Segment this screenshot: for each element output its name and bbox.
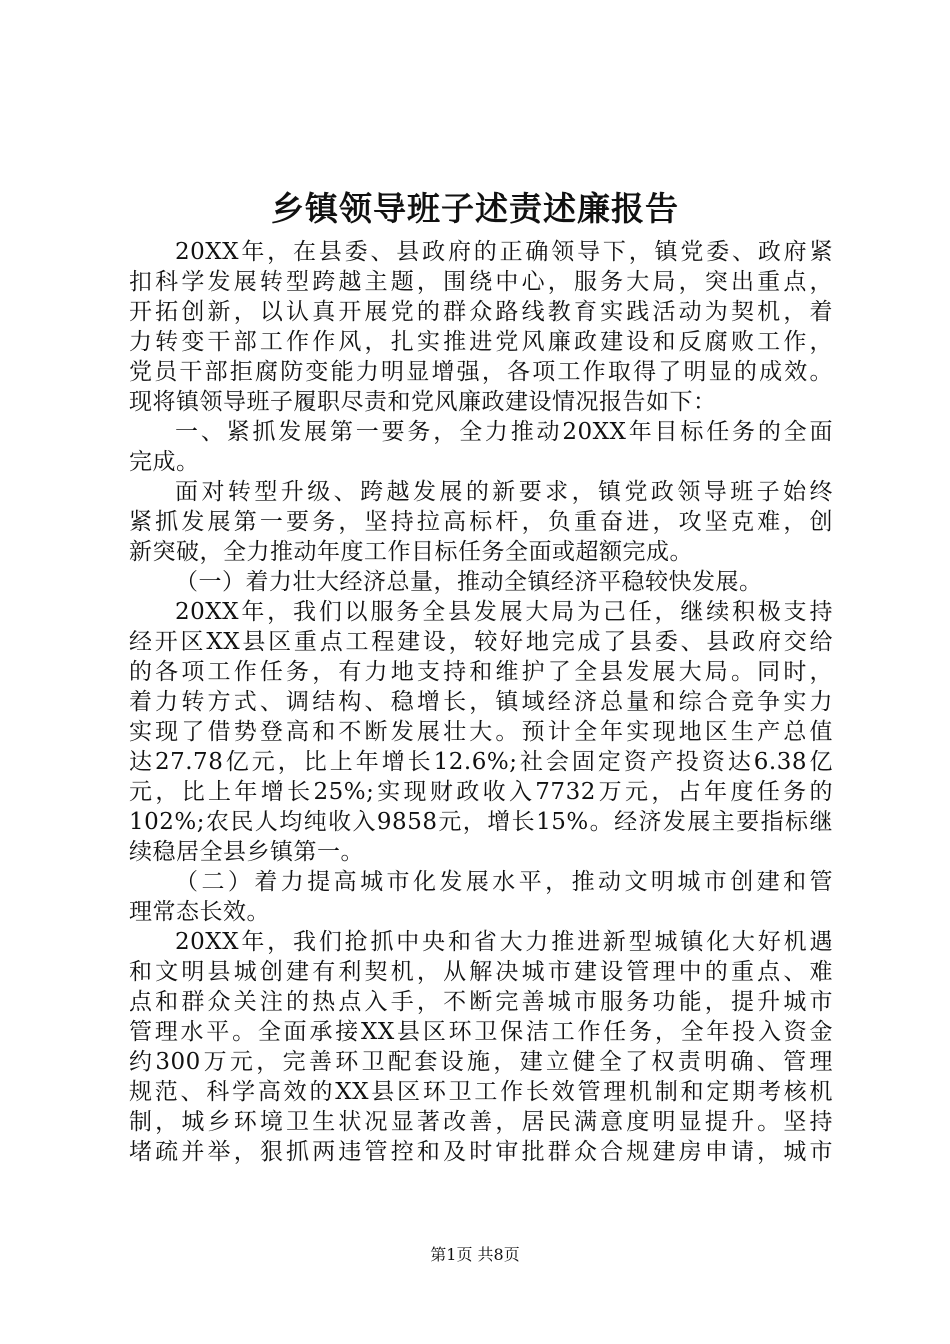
body-text-line: 实现了借势登高和不断发展壮大。预计全年实现地区生产总值 (129, 719, 833, 745)
body-text-line: 20XX年，我们抢抓中央和省大力推进新型城镇化大好机遇 (175, 929, 833, 955)
body-text-line: 一、紧抓发展第一要务，全力推动20XX年目标任务的全面 (175, 419, 833, 445)
body-text-line: 新突破，全力推动年度工作目标任务全面或超额完成。 (129, 539, 693, 565)
body-text-line: 制，城乡环境卫生状况显著改善，居民满意度明显提升。坚持 (129, 1109, 833, 1135)
body-text-line: 扣科学发展转型跨越主题，围绕中心，服务大局，突出重点， (129, 269, 833, 295)
body-text-line: （一）着力壮大经济总量，推动全镇经济平稳较快发展。 (175, 569, 763, 595)
document-body (129, 237, 833, 1167)
body-text-line: 20XX年，在县委、县政府的正确领导下，镇党委、政府紧 (175, 239, 833, 265)
body-text-line: 经开区XX县区重点工程建设，较好地完成了县委、县政府交给 (129, 629, 833, 655)
body-text-line: 力转变干部工作作风，扎实推进党风廉政建设和反腐败工作， (129, 329, 833, 355)
body-text-line: 达27.78亿元，比上年增长12.6%;社会固定资产投资达6.38亿 (129, 749, 833, 775)
document-title: 乡镇领导班子述责述廉报告 (271, 189, 679, 228)
body-text-line: 的各项工作任务，有力地支持和维护了全县发展大局。同时， (129, 659, 833, 685)
body-text-line: 续稳居全县乡镇第一。 (129, 839, 364, 865)
body-text-line: 面对转型升级、跨越发展的新要求，镇党政领导班子始终 (175, 479, 833, 505)
body-text-line: 党员干部拒腐防变能力明显增强，各项工作取得了明显的成效。 (129, 359, 833, 385)
body-text-line: 开拓创新，以认真开展党的群众路线教育实践活动为契机，着 (129, 299, 833, 325)
body-text-line: 和文明县城创建有利契机，从解决城市建设管理中的重点、难 (129, 959, 833, 985)
body-text-line: 102%;农民人均纯收入9858元，增长15%。经济发展主要指标继 (129, 809, 833, 835)
body-text-line: 元，比上年增长25%;实现财政收入7732万元，占年度任务的 (129, 779, 833, 805)
body-text-line: 完成。 (129, 449, 200, 475)
body-text-line: 管理水平。全面承接XX县区环卫保洁工作任务，全年投入资金 (129, 1019, 833, 1045)
body-text-line: 着力转方式、调结构、稳增长，镇域经济总量和综合竞争实力 (129, 689, 833, 715)
body-text-line: 20XX年，我们以服务全县发展大局为己任，继续积极支持 (175, 599, 833, 625)
body-text-line: 紧抓发展第一要务，坚持拉高标杆，负重奋进，攻坚克难，创 (129, 509, 833, 535)
body-text-line: 堵疏并举，狠抓两违管控和及时审批群众合规建房申请，城市 (129, 1139, 833, 1165)
body-text-line: 理常态长效。 (129, 899, 270, 925)
page-footer: 第1页 共8页 (430, 1245, 520, 1264)
body-text-line: 点和群众关注的热点入手，不断完善城市服务功能，提升城市 (129, 989, 833, 1015)
body-text-line: 约300万元，完善环卫配套设施，建立健全了权责明确、管理 (129, 1049, 833, 1075)
body-text-line: 规范、科学高效的XX县区环卫工作长效管理机制和定期考核机 (129, 1079, 833, 1105)
body-text-line: （二）着力提高城市化发展水平，推动文明城市创建和管 (175, 869, 833, 895)
body-text-line: 现将镇领导班子履职尽责和党风廉政建设情况报告如下： (129, 389, 717, 415)
